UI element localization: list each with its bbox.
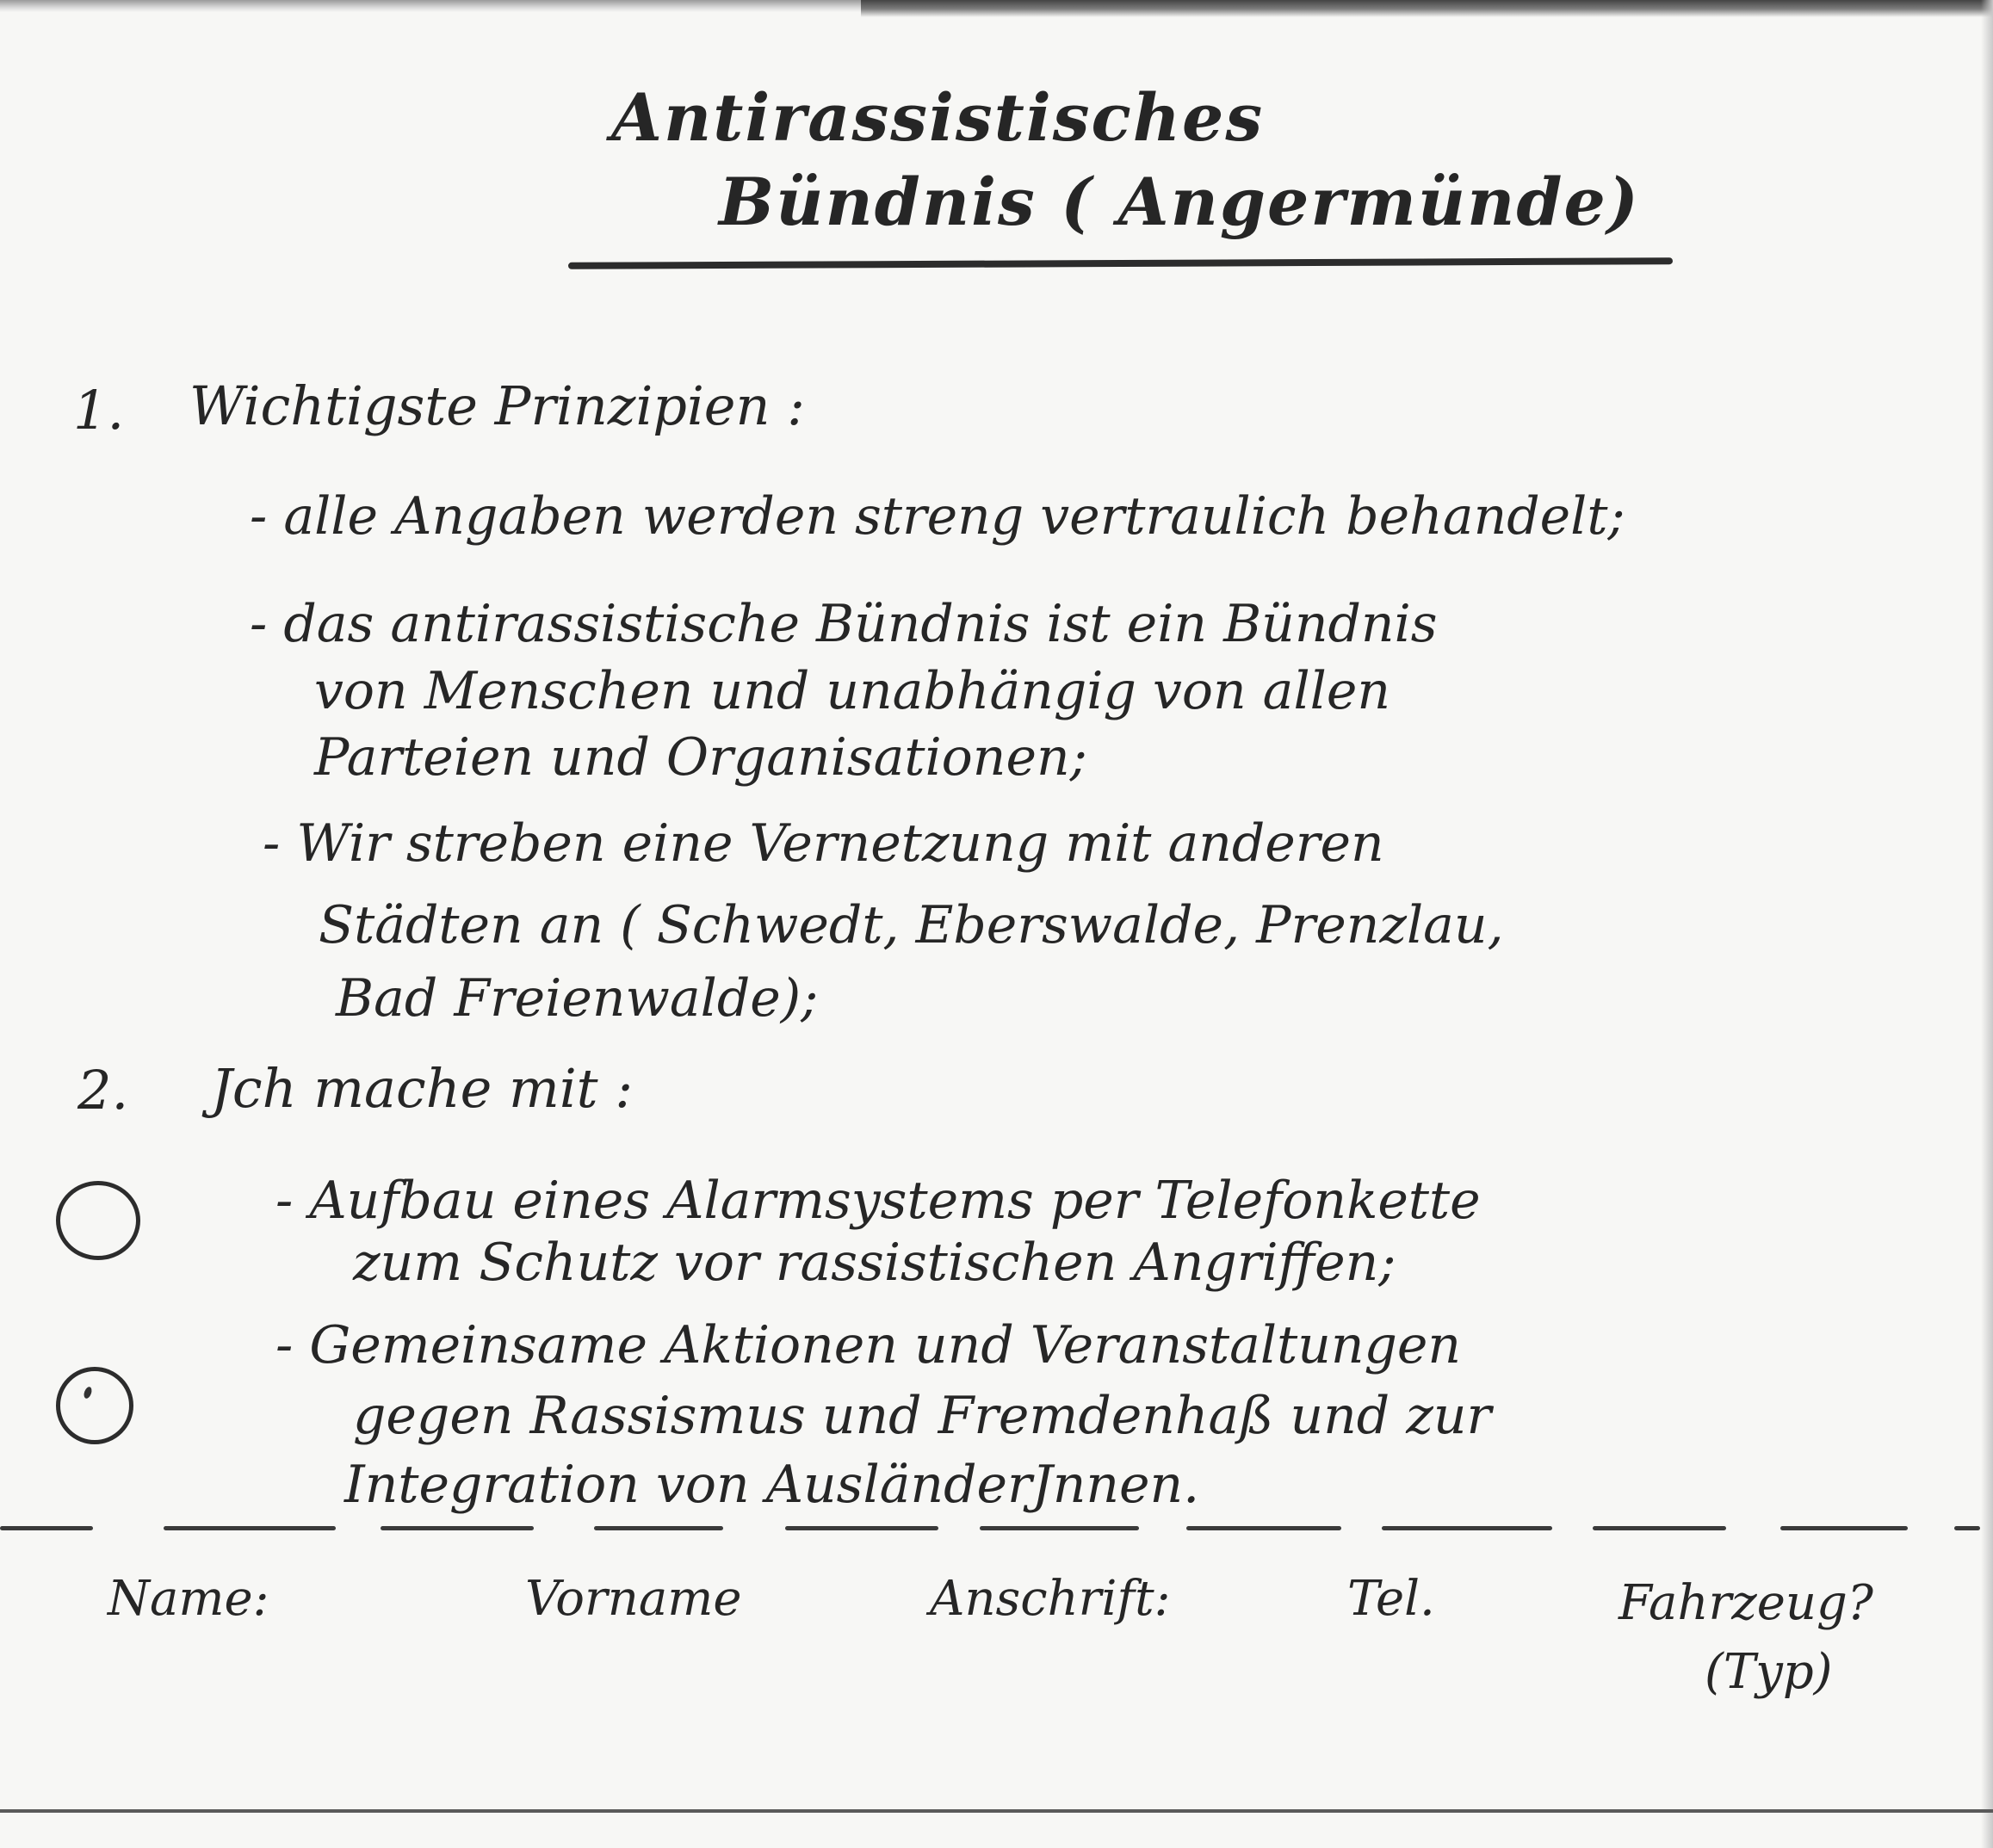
checkbox-joint-actions[interactable] (56, 1367, 133, 1444)
separator-dash (1186, 1526, 1341, 1530)
section-1-heading: Wichtigste Prinzipien : (189, 374, 806, 437)
separator-dash (164, 1526, 336, 1530)
separator-dash (381, 1526, 534, 1530)
separator-dash (1954, 1526, 1980, 1530)
section-2-heading: Jch mache mit : (211, 1057, 634, 1120)
principle-line-6: Städten an ( Schwedt, Eberswalde, Prenzlau, (319, 895, 1504, 955)
section-1-number: 1. (73, 379, 125, 442)
separator-dash (594, 1526, 723, 1530)
principle-line-1: - alle Angaben werden streng vertraulich behandelt; (250, 486, 1625, 547)
checkbox-alarm-system[interactable] (56, 1181, 140, 1260)
field-label-vorname: Vorname (525, 1571, 742, 1627)
section-2-number: 2. (77, 1059, 129, 1122)
principle-line-7: Bad Freienwalde); (336, 968, 819, 1029)
title-underline (568, 257, 1673, 269)
separator-dash (0, 1526, 93, 1530)
field-label-anschrift: Anschrift: (930, 1571, 1171, 1627)
separator-dash (785, 1526, 938, 1530)
title-line-2: Bündnis ( Angermünde) (719, 164, 1640, 240)
option-2-line-2: gegen Rassismus und Fremdenhaß und zur (353, 1386, 1492, 1446)
option-2-line-1: - Gemeinsame Aktionen und Veranstaltungen (275, 1315, 1462, 1375)
separator-dash (980, 1526, 1139, 1530)
separator-dash (1593, 1526, 1726, 1530)
option-1-line-1: - Aufbau eines Alarmsystems per Telefonkette (275, 1171, 1481, 1231)
field-label-typ: (Typ) (1705, 1644, 1833, 1700)
scan-top-edge-dark (861, 0, 1993, 17)
option-1-line-2: zum Schutz vor rassistischen Angriffen; (353, 1233, 1396, 1293)
separator-dash (1382, 1526, 1552, 1530)
scan-right-edge (1981, 0, 1993, 1848)
option-2-line-3: Integration von AusländerJnnen. (344, 1455, 1200, 1515)
field-label-tel: Tel. (1347, 1571, 1435, 1627)
bottom-rule (0, 1809, 1993, 1813)
separator-dash (1780, 1526, 1908, 1530)
principle-line-5: - Wir streben eine Vernetzung mit anderen (263, 813, 1384, 874)
principle-line-4: Parteien und Organisationen; (314, 727, 1087, 788)
principle-line-2: - das antirassistische Bündnis ist ein Bündnis (250, 594, 1438, 654)
pencil-dot-icon (83, 1386, 93, 1400)
principle-line-3: von Menschen und unabhängig von allen (314, 661, 1390, 721)
field-label-name: Name: (108, 1571, 269, 1627)
title-line-1: Antirassistisches (611, 79, 1265, 156)
field-label-fahrzeug: Fahrzeug? (1619, 1575, 1873, 1631)
